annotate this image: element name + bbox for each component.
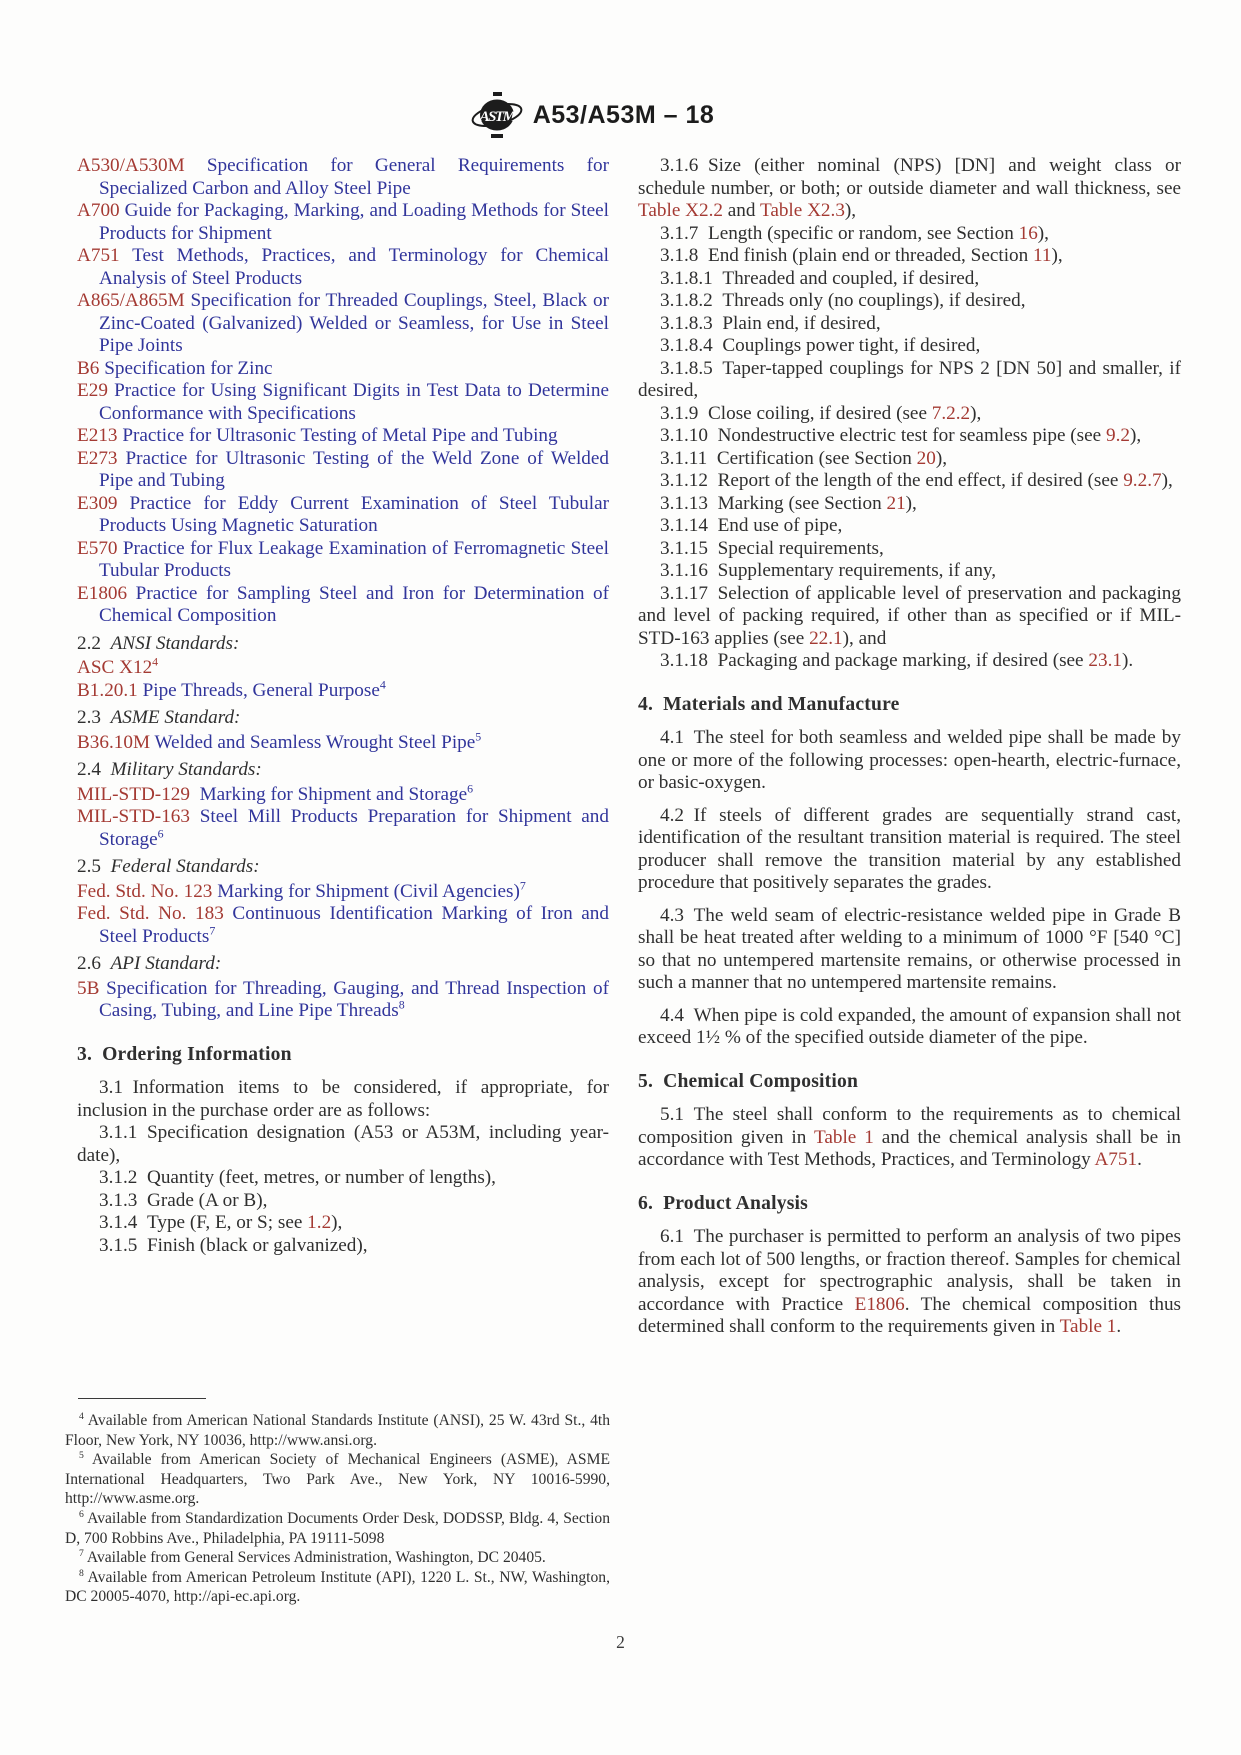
doc-link[interactable]: 1.2 xyxy=(307,1212,332,1233)
doc-link[interactable]: Table X2.2 xyxy=(638,200,723,221)
doc-link[interactable]: Practice for Flux Leakage Examination of Ferromagnetic Steel Tubular Products xyxy=(99,537,609,581)
reference-entry xyxy=(77,781,609,807)
doc-link[interactable]: Guide for Packaging, Marking, and Loading Methods for Steel Products for Shipment xyxy=(99,200,609,244)
doc-link[interactable]: 21 xyxy=(886,492,906,514)
text-run: 6 xyxy=(79,1508,84,1520)
paragraph xyxy=(638,335,1181,358)
reference-entry xyxy=(77,425,609,448)
text-run: 3.1.18 Packaging and package marking, if desired (see xyxy=(660,650,1089,671)
paragraph xyxy=(638,470,1181,493)
doc-link[interactable]: 8 xyxy=(398,997,405,1012)
doc-link[interactable]: Test Methods, Practices, and Terminology for Chemical Analysis of Steel Products xyxy=(99,245,609,289)
doc-link[interactable]: Continuous Identification Marking of Iron and Steel Products xyxy=(99,903,609,947)
text-run: 3.1.8.2 Threads only (no couplings), if desired, xyxy=(660,290,1026,311)
paragraph xyxy=(77,1190,609,1213)
footnote xyxy=(65,1568,610,1607)
doc-link[interactable]: A751 xyxy=(77,245,120,266)
text-run: Available from General Services Administration, Washington, DC 20405. xyxy=(83,1549,546,1567)
reference-entry xyxy=(77,155,609,200)
paragraph xyxy=(77,1122,609,1167)
text-run: 3.1.8.1 Threaded and coupled, if desired, xyxy=(660,267,980,289)
text-run: 7 xyxy=(79,1547,84,1559)
doc-link[interactable]: Practice for Ultrasonic Testing of the Weld Zone of Welded Pipe and Tubing xyxy=(99,447,609,491)
text-run: 3.1.9 Close coiling, if desired (see xyxy=(660,402,932,424)
text-run: 3.1.15 Special requirements, xyxy=(660,537,884,559)
doc-link[interactable]: Fed. Std. No. 183 xyxy=(77,903,224,924)
doc-link[interactable]: 5 xyxy=(475,729,482,744)
doc-link[interactable]: E309 xyxy=(77,492,118,514)
text-run: 3.1.11 Certification (see Section xyxy=(660,447,917,469)
text-run: ), xyxy=(1129,425,1142,446)
subsection-heading xyxy=(77,759,609,782)
astm-logo-icon xyxy=(471,92,523,138)
footnote xyxy=(65,1548,610,1568)
paragraph xyxy=(638,425,1181,448)
paragraph xyxy=(638,268,1181,291)
paragraph xyxy=(638,155,1181,223)
doc-link[interactable]: A700 xyxy=(77,200,120,221)
text-run: ). xyxy=(1121,650,1134,671)
doc-link[interactable]: E570 xyxy=(77,537,118,559)
text-run: 4 xyxy=(79,1410,84,1422)
reference-entry xyxy=(77,358,609,381)
text-run: 3.1.8 End finish (plain end or threaded, Section xyxy=(660,245,1034,266)
footnotes-list xyxy=(65,1411,610,1607)
text-run: 4.4 When pipe is cold expanded, the amount of expansion shall not exceed 1½ % of the specified outside diameter of the pipe. xyxy=(638,1004,1181,1048)
text-run: 3.1.3 Grade (A or B), xyxy=(99,1189,268,1211)
text-run: Available from American Petroleum Institute (API), 1220 L. St., NW, Washington, DC 20005-4070, http://api-ec.api.org. xyxy=(65,1568,610,1606)
doc-link[interactable]: 6 xyxy=(467,781,474,796)
text-run: ), xyxy=(1161,470,1173,491)
text-run: 3.1.13 Marking (see Section xyxy=(660,492,887,514)
doc-link[interactable]: Specification for Threaded Couplings, Steel, Black or Zinc-Coated (Galvanized) Welded or Seamless, for Use in Steel Pipe Joints xyxy=(99,290,609,356)
text-run: 3.1.1 Specification designation (A53 or A53M, including year-date), xyxy=(77,1122,609,1166)
doc-link[interactable]: Practice for Sampling Steel and Iron for Determination of Chemical Composition xyxy=(99,582,609,626)
text-run: 3.1.8.3 Plain end, if desired, xyxy=(660,312,881,334)
doc-link[interactable]: MIL-STD-129 xyxy=(77,783,190,805)
reference-entry xyxy=(77,583,609,628)
page-header xyxy=(0,92,1213,138)
text-run: 3.1.2 Quantity (feet, metres, or number of lengths), xyxy=(99,1167,496,1188)
paragraph xyxy=(638,515,1181,538)
text-run: Available from American National Standards Institute (ANSI), 25 W. 43rd St., 4th Floor, New York, NY 10036, http://www.ansi.org. xyxy=(65,1412,610,1449)
paragraph xyxy=(638,538,1181,561)
doc-link[interactable]: E1806 xyxy=(854,1293,905,1315)
reference-entry xyxy=(77,654,609,680)
text-run: 3.1.10 Nondestructive electric test for seamless pipe (see xyxy=(660,425,1106,446)
doc-link[interactable]: 16 xyxy=(1018,222,1038,244)
text-run: 3.1.17 Selection of applicable level of preservation and packaging and level of packing required, if other than as specified or if MIL-STD-163 applies (see xyxy=(638,582,1181,649)
doc-link[interactable]: E273 xyxy=(77,447,118,469)
paragraph xyxy=(638,560,1181,583)
doc-link[interactable]: 22.1 xyxy=(809,627,843,649)
reference-entry xyxy=(77,806,609,851)
paragraph xyxy=(638,1005,1181,1050)
reference-entry xyxy=(77,200,609,245)
text-run: 2.5 xyxy=(77,856,111,877)
text-run: ASME Standard: xyxy=(110,707,241,728)
section-heading xyxy=(638,694,1181,717)
doc-link[interactable]: 9.2.7 xyxy=(1123,470,1162,491)
text-run: ), xyxy=(1051,245,1063,266)
text-run: 3.1.8.4 Couplings power tight, if desired, xyxy=(660,335,981,356)
text-run: 6. Product Analysis xyxy=(638,1192,809,1214)
subsection-heading xyxy=(77,953,609,976)
doc-link[interactable]: B6 xyxy=(77,357,100,379)
subsection-heading xyxy=(77,856,609,879)
doc-link[interactable]: Practice for Using Significant Digits in Test Data to Determine Conformance with Specifications xyxy=(99,380,609,424)
doc-link[interactable]: 11 xyxy=(1033,245,1052,266)
doc-link[interactable]: 7.2.2 xyxy=(931,402,971,424)
text-run: 3.1.6 Size (either nominal (NPS) [DN] and weight class or schedule number, or both; or outside diameter and wall thickness, see xyxy=(638,155,1181,199)
text-run: 2.3 xyxy=(77,707,111,728)
text-run: ANSI Standards: xyxy=(110,632,240,654)
text-run: 5. Chemical Composition xyxy=(638,1070,859,1092)
text-run: ), xyxy=(844,200,857,221)
paragraph xyxy=(638,905,1181,995)
paragraph xyxy=(638,1226,1181,1339)
reference-entry xyxy=(77,903,609,948)
doc-link[interactable]: MIL-STD-163 xyxy=(77,806,190,827)
page-number: 2 xyxy=(616,1632,625,1652)
text-run: Federal Standards: xyxy=(110,856,260,877)
paragraph xyxy=(638,403,1181,426)
footnote-divider xyxy=(78,1398,206,1399)
doc-link[interactable]: E1806 xyxy=(77,582,128,604)
text-run: 3.1.7 Length (specific or random, see Section xyxy=(660,222,1019,244)
doc-link[interactable]: Specification for Threading, Gauging, and Thread Inspection of Casing, Tubing, and Line Pipe Threads xyxy=(99,977,609,1021)
reference-entry xyxy=(77,290,609,358)
paragraph xyxy=(77,1077,609,1122)
doc-link[interactable]: A751 xyxy=(1094,1149,1138,1170)
doc-link[interactable]: Welded and Seamless Wrought Steel Pipe xyxy=(150,731,476,753)
left-column xyxy=(77,155,609,1257)
doc-link[interactable]: 7 xyxy=(519,878,526,893)
text-run: . xyxy=(1137,1149,1142,1170)
doc-link[interactable]: Practice for Eddy Current Examination of Steel Tubular Products Using Magnetic Saturation xyxy=(99,492,609,536)
doc-link[interactable]: 5B xyxy=(77,977,100,999)
text-run: . The chemical composition thus determined shall conform to the requirements given in xyxy=(638,1293,1182,1337)
text-run: 3.1.5 Finish (black or galvanized), xyxy=(99,1234,368,1256)
paragraph xyxy=(77,1235,609,1258)
doc-link[interactable]: 4 xyxy=(152,654,159,669)
reference-entry xyxy=(77,729,609,755)
paragraph xyxy=(638,448,1181,471)
text-run: 5.1 The steel shall conform to the requirements as to chemical composition given in xyxy=(638,1104,1181,1148)
doc-link[interactable]: 6 xyxy=(157,826,164,841)
doc-link[interactable]: 7 xyxy=(209,923,216,938)
doc-link[interactable]: Specification for General Requirements for Specialized Carbon and Alloy Steel Pipe xyxy=(99,155,609,199)
doc-link[interactable]: 20 xyxy=(916,447,936,469)
text-run: 4. Materials and Manufacture xyxy=(638,693,900,715)
paragraph xyxy=(638,1104,1181,1172)
doc-link[interactable]: 23.1 xyxy=(1088,650,1122,671)
text-run: 4.1 The steel for both seamless and welded pipe shall be made by one or more of the following processes: open-hearth, electric-furnace, or basic-oxygen. xyxy=(638,727,1181,793)
footnote xyxy=(65,1450,610,1509)
reference-entry xyxy=(77,538,609,583)
text-run: ), xyxy=(905,492,917,514)
document-title: A53/A53M – 18 xyxy=(532,100,715,129)
doc-link[interactable]: 9.2 xyxy=(1105,425,1130,446)
text-run: 3.1.4 Type (F, E, or S; see xyxy=(99,1212,308,1233)
text-run: 3.1.16 Supplementary requirements, if any, xyxy=(660,560,997,581)
text-run: ), xyxy=(331,1212,343,1233)
doc-link[interactable]: Marking for Shipment (Civil Agencies) xyxy=(212,880,520,902)
paragraph xyxy=(638,290,1181,313)
doc-link[interactable]: ASC X12 xyxy=(77,657,153,678)
doc-link[interactable]: Fed. Std. No. 123 xyxy=(77,880,213,902)
svg-text:ASTM: ASTM xyxy=(479,109,515,125)
text-run: 8 xyxy=(79,1567,84,1579)
paragraph xyxy=(77,1167,609,1190)
text-run: 2.2 xyxy=(77,632,111,654)
subsection-heading xyxy=(77,633,609,656)
text-run: 3.1.14 End use of pipe, xyxy=(660,515,843,536)
text-run: Military Standards: xyxy=(110,759,262,780)
text-run: 4.3 The weld seam of electric-resistance welded pipe in Grade B shall be heat treated after welding to a minimum of 1000 °F [540 °C] so that no untempered martensite remains, or otherwise processed in such a manner that no untempered martensite remains. xyxy=(638,904,1181,993)
doc-link[interactable]: 4 xyxy=(379,677,386,692)
reference-entry xyxy=(77,448,609,493)
text-run: ), xyxy=(935,447,948,469)
paragraph xyxy=(638,223,1181,246)
text-run: 3.1 Information items to be considered, if appropriate, for inclusion in the purchase order are as follows: xyxy=(77,1077,609,1121)
right-column xyxy=(638,155,1181,1339)
doc-link[interactable]: Specification for Zinc xyxy=(99,357,273,379)
doc-link[interactable]: B36.10M xyxy=(77,731,151,753)
doc-link[interactable]: Table X2.3 xyxy=(759,200,845,221)
text-run: and the chemical analysis shall be in accordance with Test Methods, Practices, and Terminology xyxy=(638,1126,1182,1170)
text-run: API Standard: xyxy=(110,953,222,974)
text-run: 5 xyxy=(79,1450,84,1461)
doc-link[interactable]: E29 xyxy=(77,380,108,401)
reference-entry xyxy=(77,245,609,290)
doc-link[interactable]: Table 1 xyxy=(1059,1316,1117,1337)
text-run: ), xyxy=(1037,222,1049,244)
text-run: 4.2 If steels of different grades are sequentially strand cast, identification of the resultant transition material is required. The steel producer shall remove the transition material by any established procedure that positively separates the grades. xyxy=(638,804,1181,893)
text-run: Available from Standardization Documents Order Desk, DODSSP, Bldg. 4, Section D, 700 Robbins Ave., Philadelphia, PA 19111-5098 xyxy=(65,1509,610,1547)
footnotes-section xyxy=(65,1398,610,1607)
text-run: 2.4 xyxy=(77,759,111,780)
section-heading xyxy=(638,1193,1181,1216)
reference-entry xyxy=(77,493,609,538)
paragraph xyxy=(638,805,1181,895)
paragraph xyxy=(638,245,1181,268)
footnote xyxy=(65,1411,610,1450)
subsection-heading xyxy=(77,707,609,730)
paragraph xyxy=(638,358,1181,403)
text-run: 3.1.12 Report of the length of the end effect, if desired (see xyxy=(660,470,1124,491)
section-heading xyxy=(77,1044,609,1067)
text-run: Available from American Society of Mechanical Engineers (ASME), ASME International Headquarters, Two Park Ave., New York, NY 10016-5990, http://www.asme.org. xyxy=(65,1451,610,1508)
reference-entry xyxy=(77,380,609,425)
doc-link[interactable]: Practice for Ultrasonic Testing of Metal Pipe and Tubing xyxy=(117,425,558,446)
doc-link[interactable]: A530/A530M xyxy=(77,155,185,176)
section-heading xyxy=(638,1071,1181,1094)
doc-link[interactable]: Pipe Threads, General Purpose xyxy=(137,679,380,701)
paragraph xyxy=(638,583,1181,651)
doc-link[interactable]: B1.20.1 xyxy=(77,679,138,701)
doc-link[interactable]: Marking for Shipment and Storage xyxy=(189,783,468,805)
doc-link[interactable]: E213 xyxy=(77,425,118,446)
text-run: . xyxy=(1116,1316,1122,1337)
paragraph xyxy=(638,650,1181,673)
reference-entry xyxy=(77,978,609,1023)
footnote xyxy=(65,1509,610,1548)
doc-link[interactable]: Table 1 xyxy=(813,1126,874,1148)
text-run: 6.1 The purchaser is permitted to perform an analysis of two pipes from each lot of 500 lengths, or fraction thereof. Samples for chemical analysis, except for spectrographic analysis, shall be taken in accordance with Practice xyxy=(638,1226,1181,1315)
text-run: ), and xyxy=(842,627,887,649)
paragraph xyxy=(638,493,1181,516)
doc-link[interactable]: A865/A865M xyxy=(77,290,185,311)
text-run: 3.1.8.5 Taper-tapped couplings for NPS 2 [DN 50] and smaller, if desired, xyxy=(638,357,1181,401)
paragraph xyxy=(638,313,1181,336)
text-run: 2.6 xyxy=(77,953,111,974)
paragraph xyxy=(77,1212,609,1235)
reference-entry xyxy=(77,677,609,703)
text-run: 3. Ordering Information xyxy=(77,1043,292,1065)
paragraph xyxy=(638,727,1181,795)
doc-link[interactable]: Steel Mill Products Preparation for Shipment and Storage xyxy=(99,806,609,850)
text-run: ), xyxy=(970,402,982,424)
text-run: and xyxy=(722,200,760,221)
reference-entry xyxy=(77,878,609,904)
